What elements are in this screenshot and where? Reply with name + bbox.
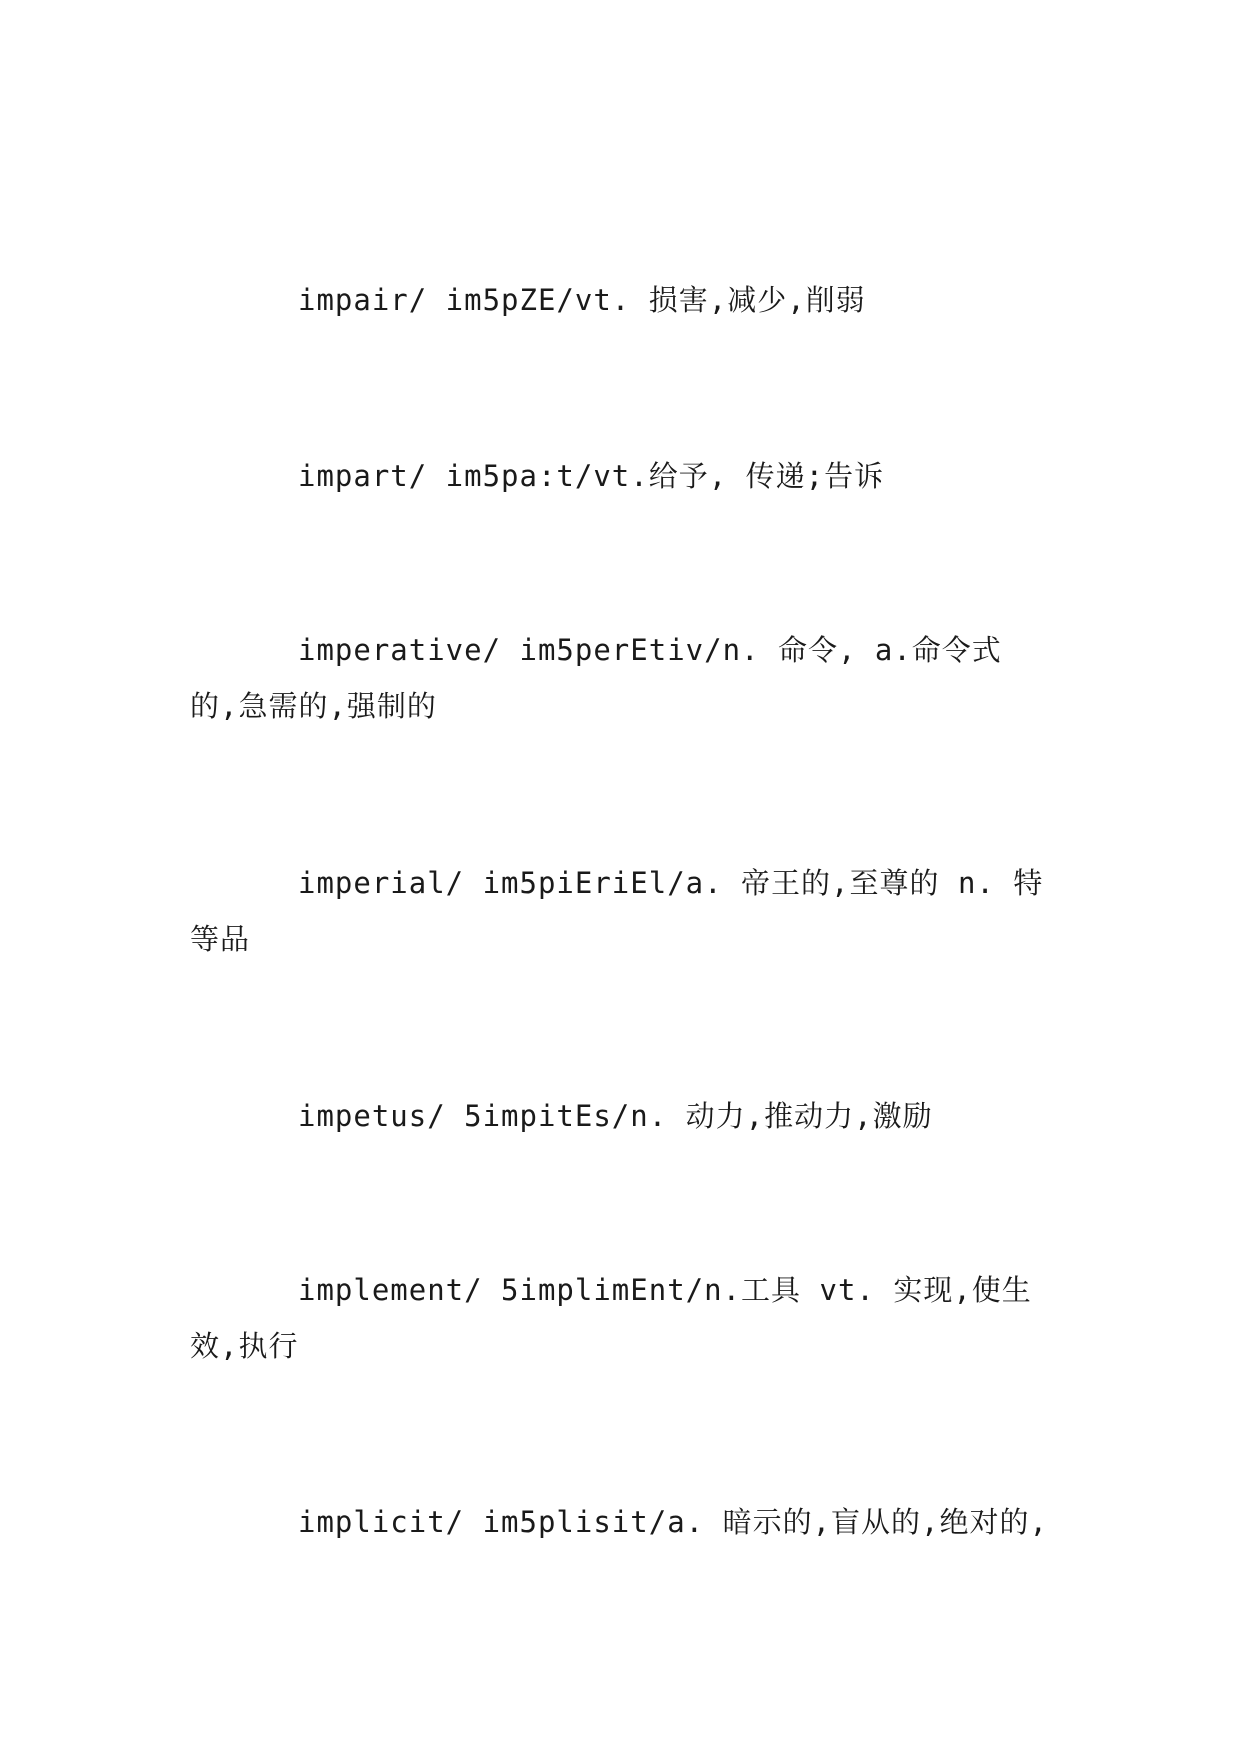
entry-imperial: imperial/ im5piEriEl/a. 帝王的,至尊的 n. 特等品	[190, 866, 1044, 956]
entry-impetus: impetus/ 5impitEs/n. 动力,推动力,激励	[298, 1099, 933, 1133]
entry-implement: implement/ 5implimEnt/n.工具 vt. 实现,使生效,执行	[190, 1273, 1032, 1363]
entry-implicit: implicit/ im5plisit/a. 暗示的,盲从的,绝对的,	[298, 1505, 1048, 1539]
entry-impart: impart/ im5pa:t/vt.给予, 传递;告诉	[298, 459, 885, 493]
entry-imperative: imperative/ im5perEtiv/n. 命令, a.命令式的,急需的,强制的	[190, 633, 1002, 723]
entry-impair: impair/ im5pZE/vt. 损害,减少,削弱	[298, 283, 866, 317]
